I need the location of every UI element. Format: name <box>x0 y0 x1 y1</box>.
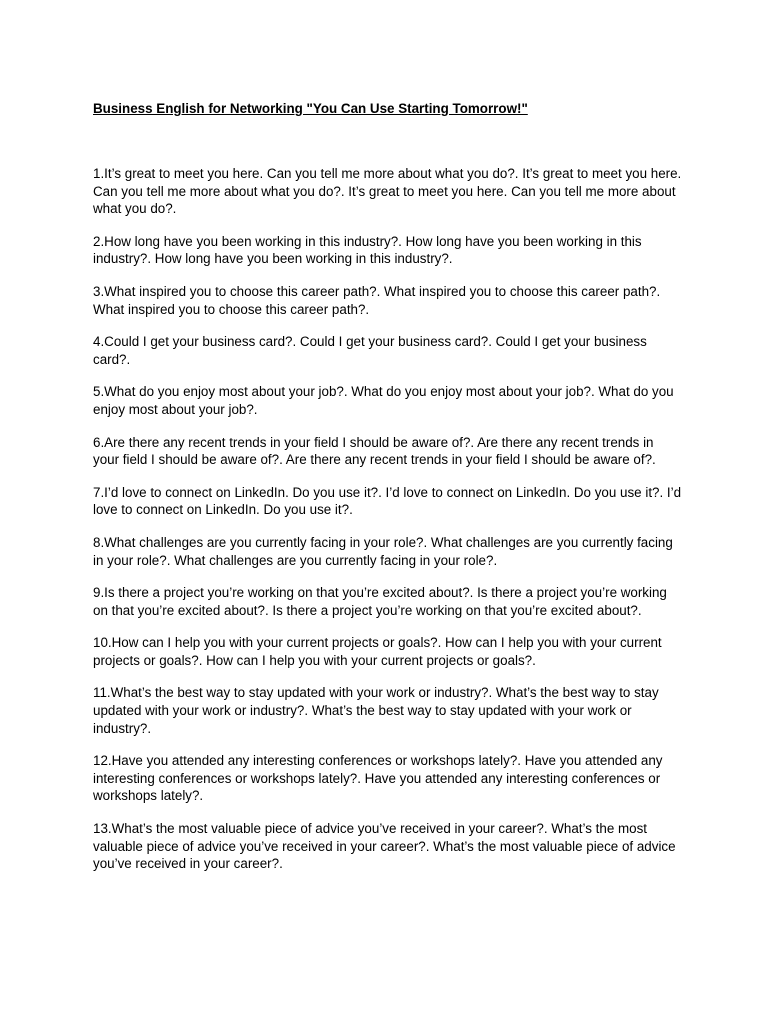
paragraph-9: 9.Is there a project you’re working on that you’re excited about?. Is there a project you’re working on that you’re excited about?. Is there a project you’re working on that you’re excited about?. <box>93 585 667 618</box>
paragraph-8: 8.What challenges are you currently facing in your role?. What challenges are you currently facing in your role?. What challenges are you currently facing in your role?. <box>93 534 673 568</box>
paragraph-list <box>93 165 683 888</box>
paragraph-5: 5.What do you enjoy most about your job?. What do you enjoy most about your job?. What do you enjoy most about your job?. <box>93 384 674 417</box>
paragraph-3: 3.What inspired you to choose this career path?. What inspired you to choose this career path?. What inspired you to choose this career path?. <box>93 283 661 317</box>
paragraph-4: 4.Could I get your business card?. Could I get your business card?. Could I get your business card?. <box>93 334 647 367</box>
paragraph-6: 6.Are there any recent trends in your field I should be aware of?. Are there any recent trends in your field I should be aware of?. Are there any recent trends in your field I should be aware of?. <box>93 434 656 468</box>
paragraph-11: 11.What’s the best way to stay updated with your work or industry?. What’s the best way to stay updated with your work or industry?. What’s the best way to stay updated with your work or industry?. <box>93 685 659 736</box>
paragraph-10: 10.How can I help you with your current projects or goals?. How can I help you with your current projects or goals?. How can I help you with your current projects or goals?. <box>93 635 662 668</box>
paragraph-7: 7.I’d love to connect on LinkedIn. Do you use it?. I’d love to connect on LinkedIn. Do you use it?. I’d love to connect on LinkedIn. Do you use it?. <box>93 484 682 518</box>
paragraph-12: 12.Have you attended any interesting conferences or workshops lately?. Have you attended any interesting conferences or workshops lately?. Have you attended any interesting conferences or workshops lately?. <box>93 753 663 804</box>
paragraph-2: 2.How long have you been working in this industry?. How long have you been working in this industry?. How long have you been working in this industry?. <box>93 233 642 267</box>
paragraph-13: 13.What’s the most valuable piece of advice you’ve received in your career?. What’s the most valuable piece of advice you’ve received in your career?. What’s the most valuable piece of advice you’ve received in your career?. <box>93 821 676 872</box>
document-title: Business English for Networking "You Can Use Starting Tomorrow!" <box>93 101 528 116</box>
paragraph-1: 1.It’s great to meet you here. Can you tell me more about what you do?. It’s great to meet you here. Can you tell me more about what you do?. It’s great to meet you here. Can you tell me more about what you do?. <box>93 166 682 217</box>
